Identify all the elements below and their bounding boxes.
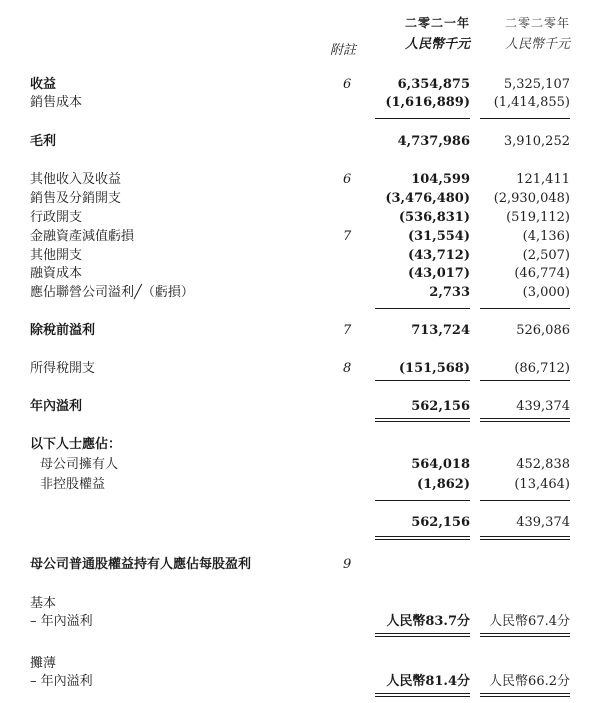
value-2020: 3,910,252 <box>503 134 570 149</box>
value-2020: 439,374 <box>516 515 570 530</box>
row-label: 攤薄 <box>30 656 57 671</box>
row-label: 所得稅開支 <box>30 361 96 376</box>
row-admin-expenses <box>0 209 600 227</box>
value-2020: (46,774) <box>514 266 570 281</box>
row-total-attributable <box>0 514 600 532</box>
row-label: 其他開支 <box>30 248 83 263</box>
row-owners-of-parent <box>0 456 600 474</box>
row-impairment <box>0 228 600 246</box>
row-label: 毛利 <box>30 134 57 149</box>
row-note: 6 <box>343 77 352 92</box>
row-finance-costs <box>0 265 600 283</box>
row-label: – 年內溢利 <box>30 614 93 629</box>
row-associates <box>0 284 600 302</box>
value-2020: 人民幣67.4分 <box>489 614 570 629</box>
double-rule <box>375 633 470 634</box>
row-basic-heading <box>0 595 600 613</box>
row-label: 年內溢利 <box>30 399 83 414</box>
year-2020: 二零二零年 <box>504 16 570 30</box>
row-profit-before-tax <box>0 322 600 340</box>
row-profit-for-year <box>0 398 600 416</box>
row-label: 母公司擁有人 <box>40 457 119 472</box>
row-label: 銷售成本 <box>30 95 83 110</box>
rule <box>375 308 470 309</box>
value-2021: 564,018 <box>411 457 470 472</box>
value-2020: 121,411 <box>516 172 570 187</box>
rule <box>480 118 570 119</box>
double-rule <box>480 421 570 422</box>
double-rule <box>375 536 470 537</box>
notes-header: 附註 <box>330 43 357 58</box>
row-diluted-heading <box>0 655 600 673</box>
value-2020: (4,136) <box>522 229 570 244</box>
value-2020: (2,507) <box>522 248 570 263</box>
unit-2020: 人民幣千元 <box>504 37 570 52</box>
row-note: 6 <box>343 172 352 187</box>
value-2020: (13,464) <box>514 477 570 492</box>
double-rule <box>480 693 570 694</box>
value-2020: 人民幣66.2分 <box>489 674 570 689</box>
rule <box>480 380 570 381</box>
value-2021: 562,156 <box>411 515 470 530</box>
double-rule <box>480 696 570 697</box>
value-2021: 4,737,986 <box>397 134 470 149</box>
row-other-expenses <box>0 247 600 265</box>
double-rule <box>375 539 470 540</box>
rule <box>480 500 570 501</box>
value-2021: (151,568) <box>398 361 470 376</box>
value-2021: (536,831) <box>398 210 470 225</box>
row-income-tax <box>0 360 600 378</box>
row-note: 8 <box>343 361 352 376</box>
row-eps-heading <box>0 556 600 574</box>
value-2021: (1,862) <box>416 477 470 492</box>
row-label: 非控股權益 <box>40 477 106 492</box>
double-rule <box>375 421 470 422</box>
double-rule <box>375 418 470 419</box>
double-rule <box>480 539 570 540</box>
row-label: – 年內溢利 <box>30 674 93 689</box>
value-2021: (1,616,889) <box>385 95 470 110</box>
value-2021: 人民幣83.7分 <box>386 614 470 629</box>
rule <box>375 118 470 119</box>
rule <box>375 500 470 501</box>
row-label: 母公司普通股權益持有人應佔每股盈利 <box>30 557 252 572</box>
row-label: 行政開支 <box>30 210 83 225</box>
value-2021: (43,017) <box>407 266 470 281</box>
row-label: 以下人士應佔： <box>30 437 122 452</box>
column-header-2021 <box>405 14 470 52</box>
value-2021: 2,733 <box>429 285 470 300</box>
row-label: 基本 <box>30 596 57 611</box>
value-2021: (43,712) <box>407 248 470 263</box>
double-rule <box>375 636 470 637</box>
year-2021: 二零二一年 <box>404 16 470 30</box>
row-label: 融資成本 <box>30 266 83 281</box>
row-selling-expenses <box>0 190 600 208</box>
value-2020: (519,112) <box>506 210 570 225</box>
value-2020: 452,838 <box>516 457 570 472</box>
rule <box>480 308 570 309</box>
unit-2021: 人民幣千元 <box>404 37 470 52</box>
value-2021: (3,476,480) <box>385 191 470 206</box>
row-non-controlling-interests <box>0 476 600 494</box>
column-header-2020 <box>505 14 570 52</box>
double-rule <box>480 418 570 419</box>
double-rule <box>480 633 570 634</box>
row-cost-of-sales <box>0 94 600 112</box>
value-2020: (3,000) <box>522 285 570 300</box>
row-label: 其他收入及收益 <box>30 172 122 187</box>
row-label: 金融資產減值虧損 <box>30 229 135 244</box>
value-2020: (86,712) <box>514 361 570 376</box>
row-label: 銷售及分銷開支 <box>30 191 122 206</box>
row-basic-profit <box>0 613 600 631</box>
row-note: 7 <box>343 229 352 244</box>
double-rule <box>375 696 470 697</box>
value-2021: (31,554) <box>407 229 470 244</box>
row-label: 應佔聯營公司溢利╱（虧損） <box>30 285 194 300</box>
double-rule <box>480 536 570 537</box>
value-2021: 人民幣81.4分 <box>386 674 470 689</box>
row-label: 收益 <box>30 77 57 92</box>
row-note: 7 <box>343 323 352 338</box>
value-2021: 6,354,875 <box>397 77 470 92</box>
double-rule <box>375 693 470 694</box>
rule <box>375 380 470 381</box>
value-2021: 562,156 <box>411 399 470 414</box>
row-revenue <box>0 76 600 94</box>
value-2021: 104,599 <box>411 172 470 187</box>
row-diluted-profit <box>0 673 600 691</box>
value-2021: 713,724 <box>411 323 470 338</box>
value-2020: (2,930,048) <box>493 191 570 206</box>
value-2020: 526,086 <box>516 323 570 338</box>
value-2020: 439,374 <box>516 399 570 414</box>
value-2020: 5,325,107 <box>503 77 570 92</box>
row-note: 9 <box>343 557 352 572</box>
row-label: 除稅前溢利 <box>30 323 96 338</box>
row-attributable-heading <box>0 436 600 454</box>
row-other-income <box>0 171 600 189</box>
value-2020: (1,414,855) <box>493 95 570 110</box>
row-gross-profit <box>0 133 600 151</box>
double-rule <box>480 636 570 637</box>
